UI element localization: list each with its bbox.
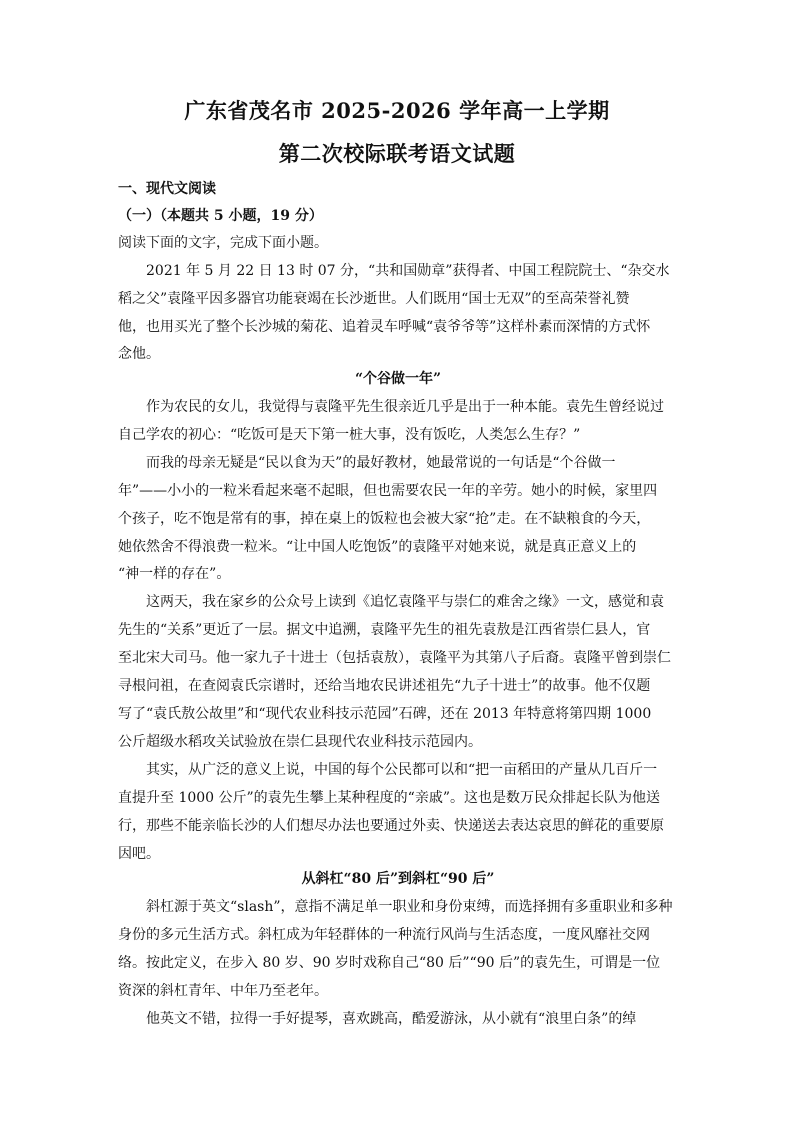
paragraph-line: 她依然舍不得浪费一粒米。“让中国人吃饱饭”的袁隆平对她来说，就是真正意义上的 xyxy=(118,539,637,555)
paragraph-line: 身份的多元生活方式。斜杠成为年轻群体的一种流行风尚与生活态度，一度风靡社交网 xyxy=(118,927,650,943)
paragraph-line: 这两天，我在家乡的公众号上读到《追忆袁隆平与崇仁的难舍之缘》一文，感觉和袁 xyxy=(146,594,664,610)
paragraph-line: 念他。 xyxy=(118,346,160,362)
paragraph-line: 他英文不错，拉得一手好提琴，喜欢跳高，酷爱游泳，从小就有“浪里白条”的绰 xyxy=(146,1011,637,1027)
section-subtitle: “个谷做一年” xyxy=(354,371,442,387)
paragraph-line: “神一样的存在”。 xyxy=(118,566,231,582)
paragraph-line: 至北宋大司马。他一家九子十进士（包括袁敖），袁隆平为其第八子后裔。袁隆平曾到崇仁 xyxy=(118,650,671,666)
paragraph-line: 而我的母亲无疑是“民以食为天”的最好教材，她最常说的一句话是“个谷做一 xyxy=(146,455,616,471)
paragraph-line: 2021 年 5 月 22 日 13 时 07 分，“共和国勋章”获得者、中国工程院院士、“杂交水 xyxy=(146,263,670,279)
paragraph-line: 因吧。 xyxy=(118,846,160,862)
paragraph-line: 资深的斜杠青年、中年乃至老年。 xyxy=(118,983,328,999)
paragraph-line: 络。按此定义，在步入 80 岁、90 岁时戏称自己“80 后”“90 后”的袁先生，可谓是一位 xyxy=(118,955,661,971)
document-subtitle: 第二次校际联考语文试题 xyxy=(278,141,516,166)
section-subtitle: 从斜杠“80 后”到斜杠“90 后” xyxy=(301,871,495,887)
paragraph-line: 作为农民的女儿，我觉得与袁隆平先生很亲近几乎是出于一种本能。袁先生曾经说过 xyxy=(146,399,664,415)
paragraph-line: 年”——小小的一粒米看起来毫不起眼，但也需要农民一年的辛劳。她小的时候，家里四 xyxy=(118,483,658,499)
section-subheading: （一）（本题共 5 小题，19 分） xyxy=(118,208,323,224)
paragraph-line: 写了“袁氏敖公故里”和“现代农业科技示范园”石碑，还在 2013 年特意将第四期 1000 xyxy=(118,706,652,722)
document-title: 广东省茂名市 2025-2026 学年高一上学期 xyxy=(184,98,610,123)
section-heading: 一、现代文阅读 xyxy=(118,181,216,197)
paragraph-line: 其实，从广泛的意义上说，中国的每个公民都可以和“把一亩稻田的产量从几百斤一 xyxy=(146,762,658,778)
paragraph-line: 直提升至 1000 公斤”的袁先生攀上某种程度的“亲戚”。这也是数万民众排起长队为他送 xyxy=(118,790,660,806)
paragraph-line: 他，也用买光了整个长沙城的菊花、追着灵车呼喊“袁爷爷等”这样朴素而深情的方式怀 xyxy=(118,319,651,335)
paragraph-line: 先生的“关系”更近了一层。据文中追溯，袁隆平先生的祖先袁敖是江西省崇仁县人，官 xyxy=(118,622,651,638)
paragraph-line: 稻之父”袁隆平因多器官功能衰竭在长沙逝世。人们既用“国士无双”的至高荣誉礼赞 xyxy=(118,291,630,307)
paragraph-line: 公斤超级水稻攻关试验放在崇仁县现代农业科技示范园内。 xyxy=(118,734,482,750)
paragraph-line: 行，那些不能亲临长沙的人们想尽办法也要通过外卖、快递送去表达哀思的鲜花的重要原 xyxy=(118,818,664,834)
paragraph-line: 寻根问祖，在查阅袁氏宗谱时，还给当地农民讲述祖先“九子十进士”的故事。他不仅题 xyxy=(118,678,651,694)
paragraph-line: 斜杠源于英文“slash”，意指不满足单一职业和身份束缚，而选择拥有多重职业和多种 xyxy=(146,899,673,915)
instruction-text: 阅读下面的文字，完成下面小题。 xyxy=(118,235,328,251)
paragraph-line: 自己学农的初心：“吃饭可是天下第一桩大事，没有饭吃，人类怎么生存？” xyxy=(118,427,581,443)
paragraph-line: 个孩子，吃不饱是常有的事，掉在桌上的饭粒也会被大家“抢”走。在不缺粮食的今天， xyxy=(118,511,651,527)
